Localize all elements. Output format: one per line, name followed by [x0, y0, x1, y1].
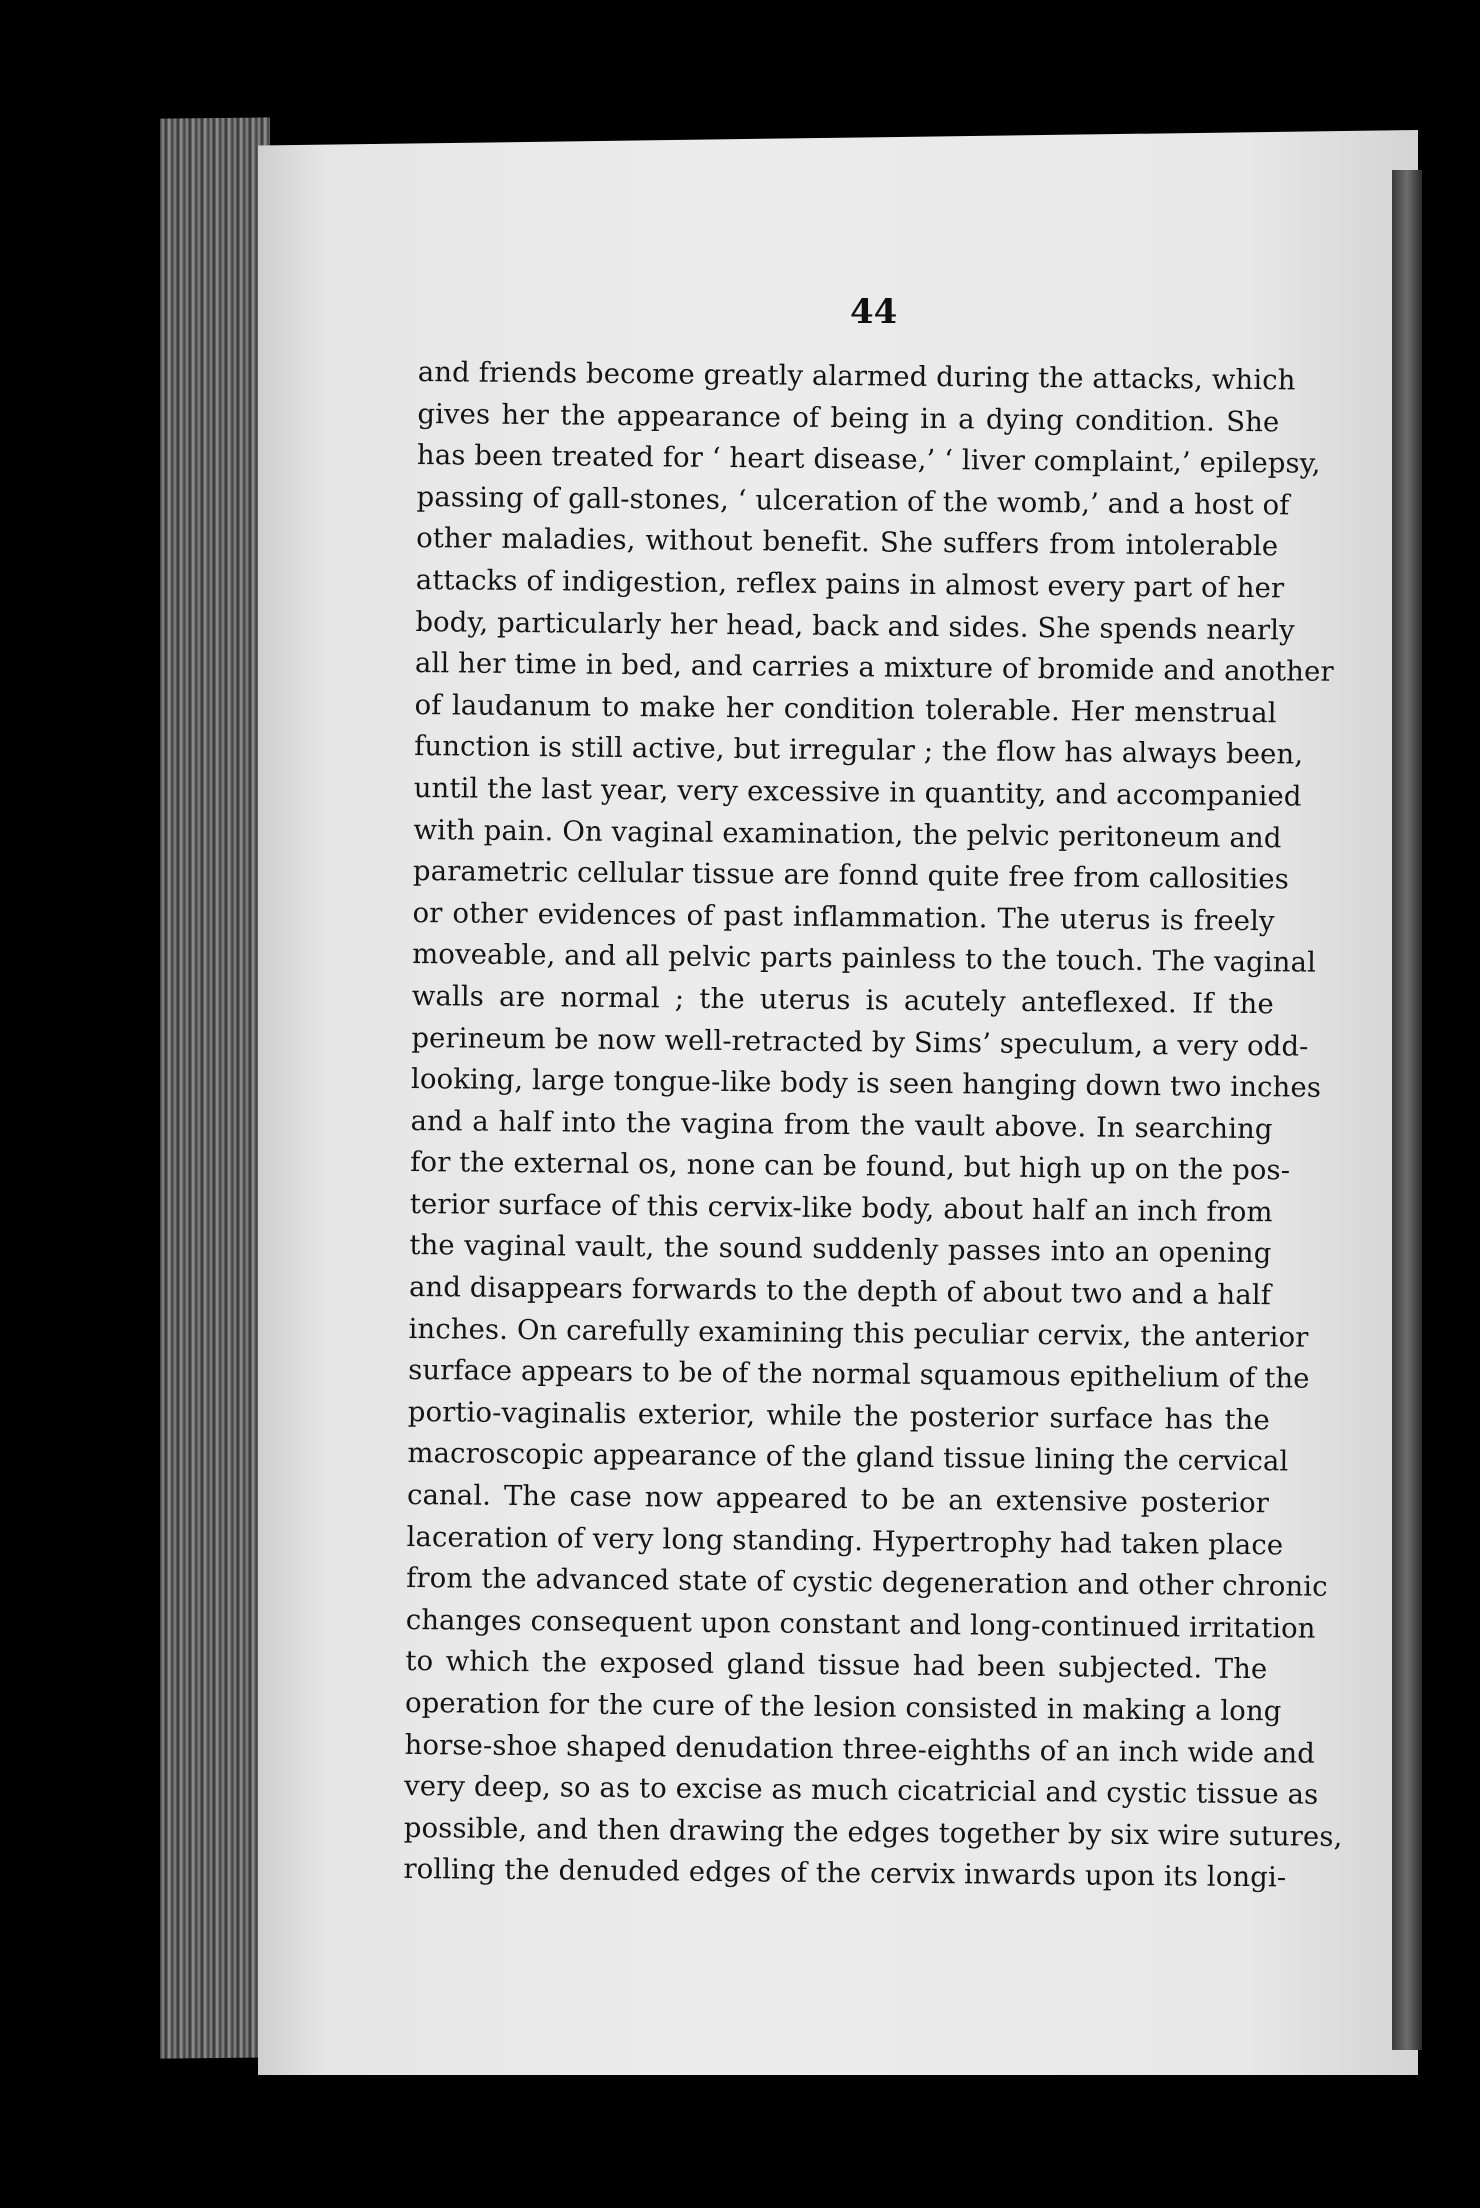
text-line: moveable, and all pelvic parts painless to the touch. The vaginal [412, 938, 1317, 979]
right-page-edge [1392, 170, 1422, 2050]
text-line: passing of gall-stones, ‘ ulceration of the womb,’ and a host of [416, 480, 1290, 522]
text-line: changes consequent upon constant and long-continued irritation [405, 1603, 1316, 1645]
text-line: possible, and then drawing the edges together by six wire sutures, [403, 1811, 1343, 1853]
stacked-page-edges [160, 117, 270, 2058]
text-line: other maladies, without benefit. She suffers from intolerable [416, 522, 1279, 563]
text-line: perineum be now well-retracted by Sims’ speculum, a very odd- [411, 1021, 1309, 1063]
text-line: the vaginal vault, the sound suddenly passes into an opening [409, 1229, 1272, 1270]
text-line: horse-shoe shaped denudation three-eighths of an inch wide and [404, 1728, 1316, 1770]
text-line: very deep, so as to excise as much cicatricial and cystic tissue as [404, 1770, 1319, 1811]
text-line: operation for the cure of the lesion consisted in making a long [404, 1686, 1282, 1728]
text-line: and disappears forwards to the depth of about two and a half [408, 1271, 1272, 1312]
text-line: or other evidences of past inflammation. The uterus is freely [412, 896, 1275, 937]
text-line: function is still active, but irregular ; the flow has always been, [414, 730, 1304, 771]
text-line: walls are normal ; the uterus is acutely anteflexed. If the [411, 979, 1274, 1021]
text-line: attacks of indigestion, reflex pains in almost every part of her [415, 563, 1285, 605]
text-line: and friends become greatly alarmed during the attacks, which [417, 355, 1296, 397]
text-line: laceration of very long standing. Hypertrophy had taken place [406, 1520, 1284, 1561]
page-number: 44 [850, 292, 898, 332]
text-line: gives her the appearance of being in a dying condition. She [417, 397, 1280, 438]
text-line: with pain. On vaginal examination, the pelvic peritoneum and [413, 813, 1282, 854]
text-line: parametric cellular tissue are fonnd quite free from callosities [412, 855, 1290, 896]
text-line: until the last year, very excessive in quantity, and accompanied [413, 771, 1302, 813]
text-line: portio-vaginalis exterior, while the posterior surface has the [407, 1395, 1270, 1437]
text-line: body, particularly her head, back and sides. She spends nearly [415, 605, 1295, 646]
text-line: inches. On carefully examining this peculiar cervix, the anterior [408, 1312, 1309, 1354]
text-line: of laudanum to make her condition tolerable. Her menstrual [414, 688, 1277, 730]
text-line: terior surface of this cervix-like body, about half an inch from [409, 1187, 1273, 1229]
text-line: surface appears to be of the normal squamous epithelium of the [408, 1354, 1310, 1395]
text-line: rolling the denuded edges of the cervix inwards upon its longi- [403, 1853, 1287, 1894]
text-line: canal. The case now appeared to be an extensive posterior [406, 1478, 1270, 1520]
text-line: all her time in bed, and carries a mixture of bromide and another [414, 647, 1334, 688]
text-line: looking, large tongue-like body is seen hanging down two inches [410, 1063, 1322, 1104]
text-line: from the advanced state of cystic degeneration and other chronic [406, 1562, 1328, 1604]
text-line: has been treated for ‘ heart disease,’ ‘ liver complaint,’ epilepsy, [416, 439, 1321, 480]
text-line: macroscopic appearance of the gland tissue lining the cervical [407, 1437, 1289, 1478]
text-line: to which the exposed gland tissue had been subjected. The [405, 1645, 1268, 1686]
text-line: for the external os, none can be found, but high up on the pos- [410, 1146, 1291, 1187]
body-text [403, 352, 1343, 1899]
text-line: and a half into the vagina from the vault above. In searching [410, 1104, 1273, 1145]
